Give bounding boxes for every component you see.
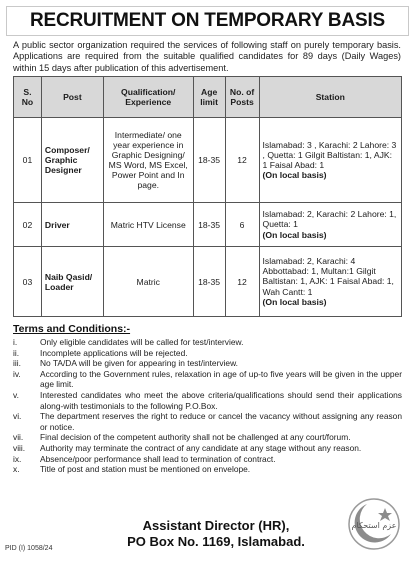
posts-table: [13, 76, 402, 317]
list-item: x. Title of post and station must be mentioned on envelope.: [13, 464, 251, 475]
signature-address: PO Box No. 1169, Islamabad.: [127, 534, 305, 549]
header-age: Age limit: [193, 77, 225, 118]
header-station: Station: [259, 77, 401, 118]
station-list: Islamabad: 2, Karachi: 2 Lahore: 1, Quetta: 1: [262, 209, 397, 230]
row-age: 18-35: [193, 118, 225, 203]
table-row: [14, 203, 402, 247]
station-list: Islamabad: 2, Karachi: 4 Abbottabad: 1, Multan:1 Gilgit Baltistan: 1, AJK: 1 Faisal Abad: 1, Wah Cantt: 1: [262, 255, 394, 297]
terms-list: [13, 337, 402, 475]
list-item: v. Interested candidates who meet the above criteria/qualifications should send their applications along-with testimonials to the following P.O.Box.: [13, 389, 402, 411]
intro-paragraph: A public sector organization required the services of following staff on purely temporary basis. Applications are required from the suitable qualified candidates for 89 days (Daily Wages) within 15 days after publication of this advertisement.: [13, 40, 401, 73]
row-age: 18-35: [193, 247, 225, 317]
row-age: 18-35: [193, 203, 225, 247]
station-note: (On local basis): [262, 170, 327, 181]
header-post: Post: [41, 77, 103, 118]
logo-text: عزم استحکام: [351, 521, 397, 530]
list-item: vi. The department reserves the right to reduce or cancel the vacancy without assigning any reason or notice.: [13, 411, 402, 432]
list-item: ii. Incomplete applications will be rejected.: [13, 347, 188, 358]
list-item: viii. Authority may terminate the contract of any candidate at any stage without any reason.: [13, 442, 362, 453]
list-item: vii. Final decision of the competent authority shall not be challenged at any court/forum.: [13, 432, 351, 443]
signature-block: [96, 518, 336, 550]
row-post: Driver: [41, 203, 103, 247]
pid-number: PID (I) 1058/24: [5, 545, 53, 552]
row-station: [259, 247, 401, 317]
row-qualification: Matric: [103, 247, 193, 317]
headline-banner: RECRUITMENT ON TEMPORARY BASIS: [6, 6, 409, 36]
terms-heading: Terms and Conditions:-: [13, 323, 131, 335]
list-item: iv. According to the Government rules, relaxation in age of up-to five years will be given in the upper age limit.: [13, 368, 402, 390]
list-item: i. Only eligible candidates will be called for test/interview.: [13, 337, 244, 347]
row-qualification: Matric HTV License: [103, 203, 193, 247]
header-posts: No. of Posts: [225, 77, 259, 118]
list-item: iii. No TA/DA will be given for appearing in test/interview.: [13, 358, 238, 369]
header-qualification: Qualification/ Experience: [103, 77, 193, 118]
station-note: (On local basis): [262, 229, 327, 240]
station-note: (On local basis): [262, 296, 327, 307]
table-row: [14, 118, 402, 203]
row-station: [259, 203, 401, 247]
row-sno: 03: [14, 247, 42, 317]
row-sno: 01: [14, 118, 42, 203]
table-header-row: [14, 77, 402, 118]
row-qualification: Intermediate/ one year experience in Graphic Designing/ MS Word, MS Excel, Power Point and In page.: [103, 118, 193, 203]
station-list: Islamabad: 3 , Karachi: 2 Lahore: 3 , Quetta: 1 Gilgit Baltistan: 1, AJK: 1 Faisal Abad: 1: [262, 139, 397, 170]
row-station: [259, 118, 401, 203]
table-row: [14, 247, 402, 317]
header-sno: S. No: [14, 77, 42, 118]
list-item: ix. Absence/poor performance shall lead to termination of contract.: [13, 453, 276, 464]
crescent-star-emblem-icon: [345, 494, 403, 554]
row-post: Naib Qasid/ Loader: [41, 247, 103, 317]
row-sno: 02: [14, 203, 42, 247]
row-posts: 6: [225, 203, 259, 247]
row-posts: 12: [225, 118, 259, 203]
signature-title: Assistant Director (HR),: [142, 518, 290, 533]
row-post: Composer/ Graphic Designer: [41, 118, 103, 203]
row-posts: 12: [225, 247, 259, 317]
